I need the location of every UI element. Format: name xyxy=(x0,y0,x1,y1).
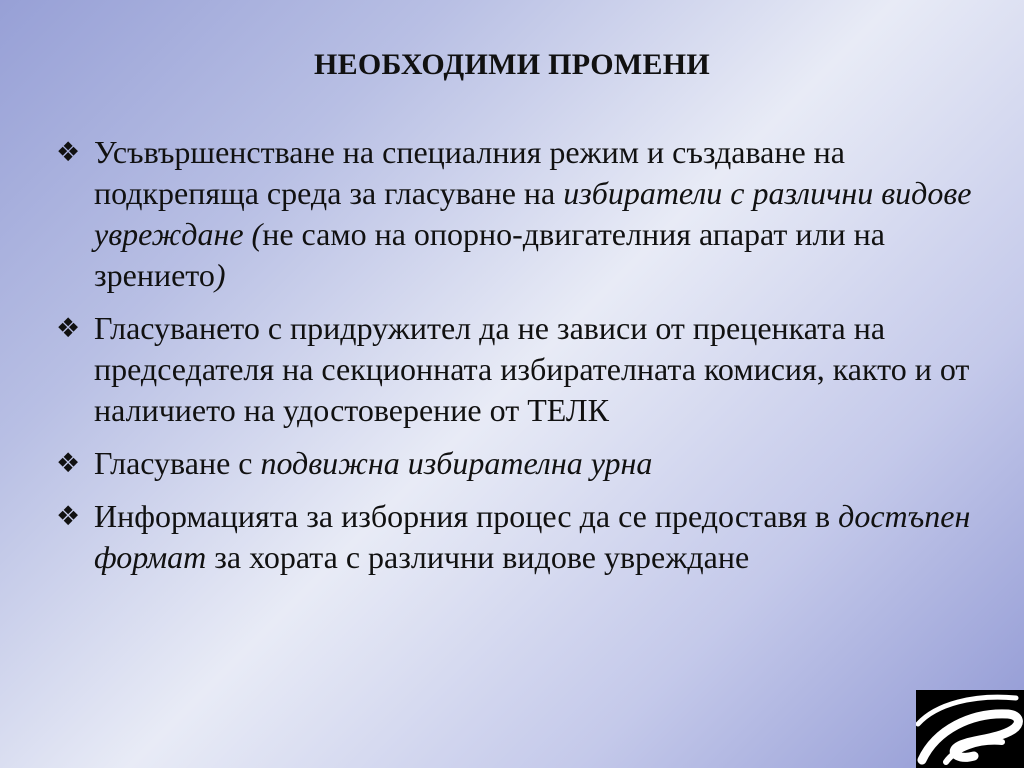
slide-title: НЕОБХОДИМИ ПРОМЕНИ xyxy=(313,48,711,81)
diamond-bullet-icon: ❖ xyxy=(56,137,81,168)
bullet-text-part: Усъвършенстване на специалния режим и създаване на подкрепяща среда за гласуване на xyxy=(94,134,845,211)
bullet-item xyxy=(56,443,976,484)
bullet-text-part: Гласуването с придружител да не зависи от преценката на председателя на секционната избирателната комисия, както и от наличието на удостоверение от ТЕЛК xyxy=(94,310,970,428)
bullet-text-italic: ) xyxy=(214,257,226,293)
swirl-logo-icon xyxy=(916,690,1024,768)
bullet-item xyxy=(56,496,976,578)
bullet-text-part: Гласуване с xyxy=(94,445,261,481)
diamond-bullet-icon: ❖ xyxy=(56,448,81,479)
bullet-text-part: Информацията за изборния процес да се предоставя в xyxy=(94,498,839,534)
bullet-text-part: не само на опорно-двигателния апарат или на зрението xyxy=(94,216,885,293)
diamond-bullet-icon: ❖ xyxy=(56,313,81,344)
bullet-item xyxy=(56,132,976,296)
bullet-text-part: за хората с различни видове увреждане xyxy=(206,539,750,575)
bullet-text-italic: достъпен формат xyxy=(94,498,971,575)
bullet-item xyxy=(56,308,976,431)
bullet-text-italic: подвижна избирателна урна xyxy=(260,445,653,481)
diamond-bullet-icon: ❖ xyxy=(56,501,81,532)
bullet-list xyxy=(56,132,976,590)
bullet-text-italic: избиратели с различни видове увреждане ( xyxy=(94,175,972,252)
